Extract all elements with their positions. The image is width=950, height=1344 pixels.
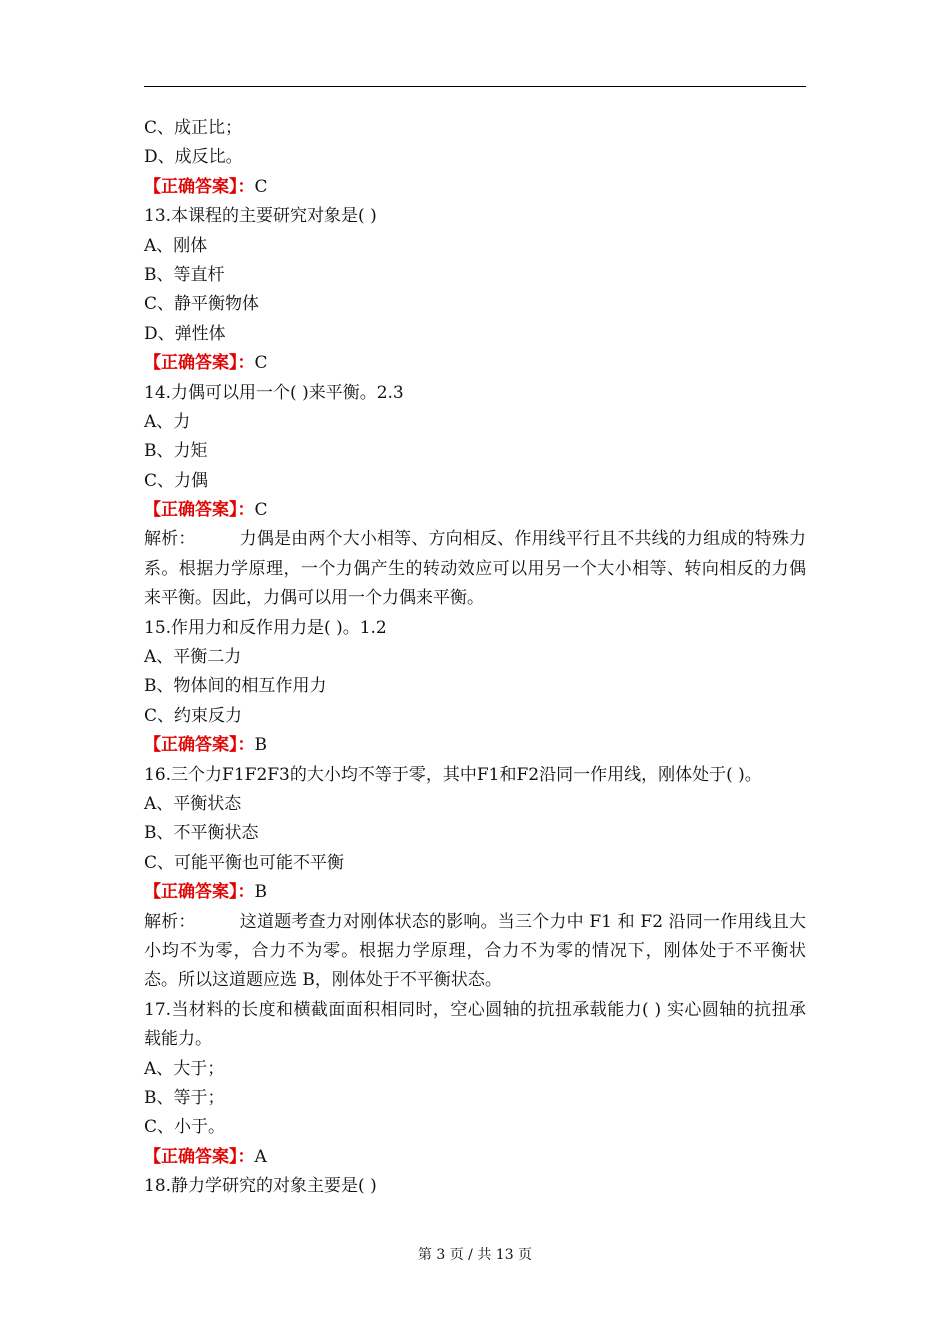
question-paragraph: 16.三个力F1F2F3的大小均不等于零，其中F1和F2沿同一作用线，刚体处于( )。 [144,764,762,785]
option-line: C、成正比； [144,118,243,138]
answer-line [144,496,806,525]
option-line: B、物体间的相互作用力 [144,676,327,697]
question-paragraph: 17.当材料的长度和横截面面积相同时，空心圆轴的抗扭承载能力( ) 实心圆轴的抗扭承载能力。 [144,999,806,1050]
analysis-paragraph [144,908,806,996]
option-line: C、力偶 [144,470,209,491]
answer-value: C [254,500,268,521]
option-line: C、可能平衡也可能不平衡 [144,852,345,873]
answer-label: 【正确答案】： [144,500,255,521]
answer-label: 【正确答案】： [144,882,255,903]
answer-line [144,731,806,760]
option-line: B、不平衡状态 [144,823,259,844]
analysis-text: 这道题考查力对刚体状态的影响。当三个力中 F1 和 F2 沿同一作用线且大小均不为零，合力不为零。根据力学原理，合力不为零的情况下，刚体处于不平衡状态。所以这道题应选 B，刚体处于不平衡状态。 [144,911,807,991]
question-line: 18.静力学研究的对象主要是( ) [144,1176,377,1197]
option-line: B、等直杆 [144,264,225,285]
question-line: 13.本课程的主要研究对象是( ) [144,206,377,227]
option-line: C、小于。 [144,1117,226,1138]
question-line: 14.力偶可以用一个( )来平衡。2.3 [144,382,404,403]
answer-line [144,1143,806,1172]
option-line: C、静平衡物体 [144,294,260,315]
answer-value: A [254,1146,267,1167]
analysis-label: 解析： [144,911,196,932]
analysis-text: 力偶是由两个大小相等、方向相反、作用线平行且不共线的力组成的特殊力系。根据力学原理，一个力偶产生的转动效应可以用另一个大小相等、转向相反的力偶来平衡。因此，力偶可以用一个力偶来平衡。 [144,529,806,609]
answer-value: B [254,735,267,756]
option-line: A、力 [144,411,191,432]
option-line: D、成反比。 [144,147,243,168]
option-line: A、大于； [144,1058,225,1079]
answer-line [144,349,806,378]
answer-label: 【正确答案】： [144,1146,255,1167]
analysis-paragraph [144,525,806,613]
page-footer: 第 3 页 / 共 13 页 [417,1247,533,1263]
answer-value: C [254,353,268,374]
option-line: B、力矩 [144,441,208,462]
answer-value: C [254,176,268,197]
option-line: D、弹性体 [144,323,226,344]
option-line: C、约束反力 [144,705,243,726]
option-line: B、等于； [144,1088,225,1109]
option-line: A、平衡状态 [144,794,242,815]
analysis-label: 解析： [144,529,196,550]
answer-label: 【正确答案】： [144,353,255,374]
answer-line [144,878,806,907]
answer-line [144,173,806,202]
question-line: 15.作用力和反作用力是( )。1.2 [144,617,387,638]
answer-label: 【正确答案】： [144,735,255,756]
header-rule [144,86,806,87]
answer-value: B [254,882,267,903]
document-body [144,114,806,1202]
option-line: A、刚体 [144,235,208,256]
option-line: A、平衡二力 [144,647,242,668]
answer-label: 【正确答案】： [144,176,255,197]
